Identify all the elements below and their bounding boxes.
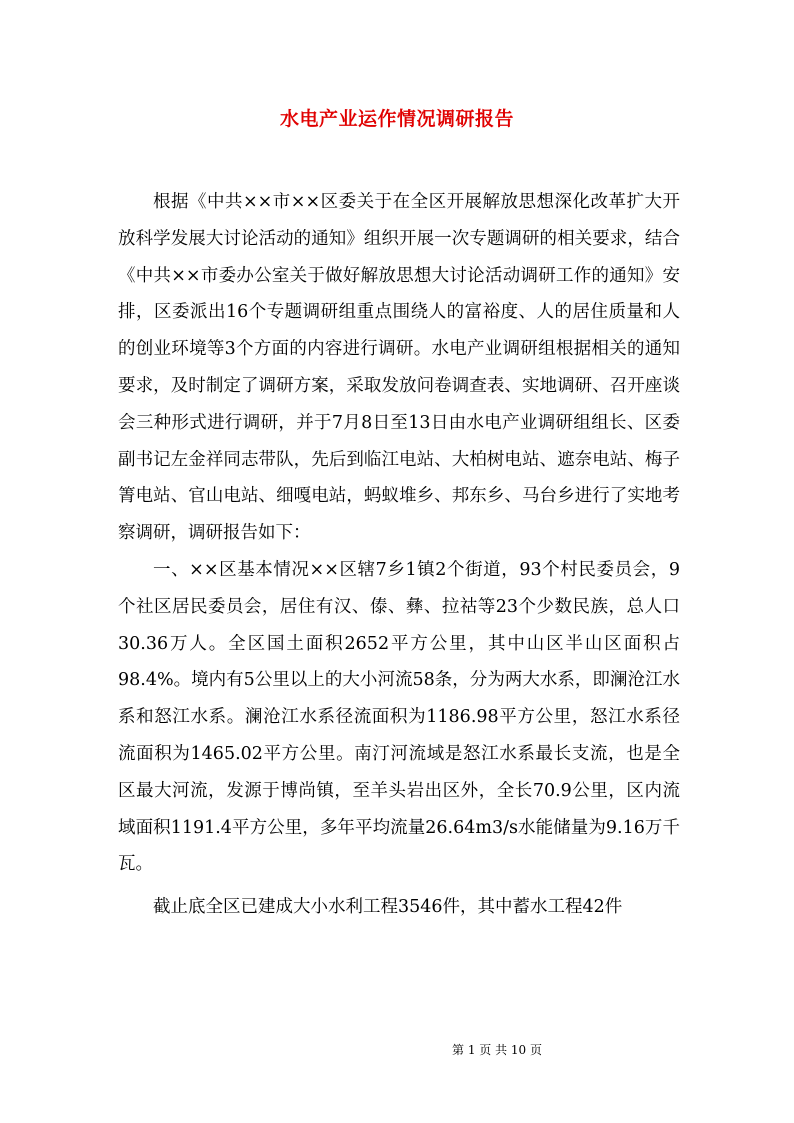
paragraph-intro: 根据《中共××市××区委关于在全区开展解放思想深化改革扩大开放科学发展大讨论活动的通知》组织开展一次专题调研的相关要求，结合《中共××市委办公室关于做好解放思想大讨论活动调研工作的通知》安排，区委派出16个专题调研组重点围绕人的富裕度、人的居住质量和人的创业环境等3个方面的内容进行调研。水电产业调研组根据相关的通知要求，及时制定了调研方案，采取发放问卷调查表、实地调研、召开座谈会三种形式进行调研，并于7月8日至13日由水电产业调研组组长、区委副书记左金祥同志带队，先后到临江电站、大柏树电站、遮奈电站、梅子箐电站、官山电站、细嘎电站，蚂蚁堆乡、邦东乡、马台乡进行了实地考察调研，调研报告如下：: [118, 192, 680, 544]
page-number-footer: 第 1 页 共 10 页: [452, 1043, 542, 1057]
paragraph-water-projects: 截止底全区已建成大小水利工程3546件，其中蓄水工程42件: [153, 897, 623, 918]
document-body: [118, 184, 680, 926]
paragraph-basic-info: 一、××区基本情况××区辖7乡1镇2个街道，93个村民委员会，9个社区居民委员会，居住有汉、傣、彝、拉祜等23个少数民族，总人口30.36万人。全区国土面积2652平方公里，其中山区半山区面积占98.4%。境内有5公里以上的大小河流58条，分为两大水系，即澜沧江水系和怒江水系。澜沧江水系径流面积为1186.98平方公里，怒江水系径流面积为1465.02平方公里。南汀河流域是怒江水系最长支流，也是全区最大河流，发源于博尚镇，至羊头岩出区外，全长70.9公里，区内流域面积1191.4平方公里，多年平均流量26.64m3/s水能储量为9.16万千瓦。: [118, 559, 680, 875]
page-title: 水电产业运作情况调研报告: [279, 108, 514, 130]
